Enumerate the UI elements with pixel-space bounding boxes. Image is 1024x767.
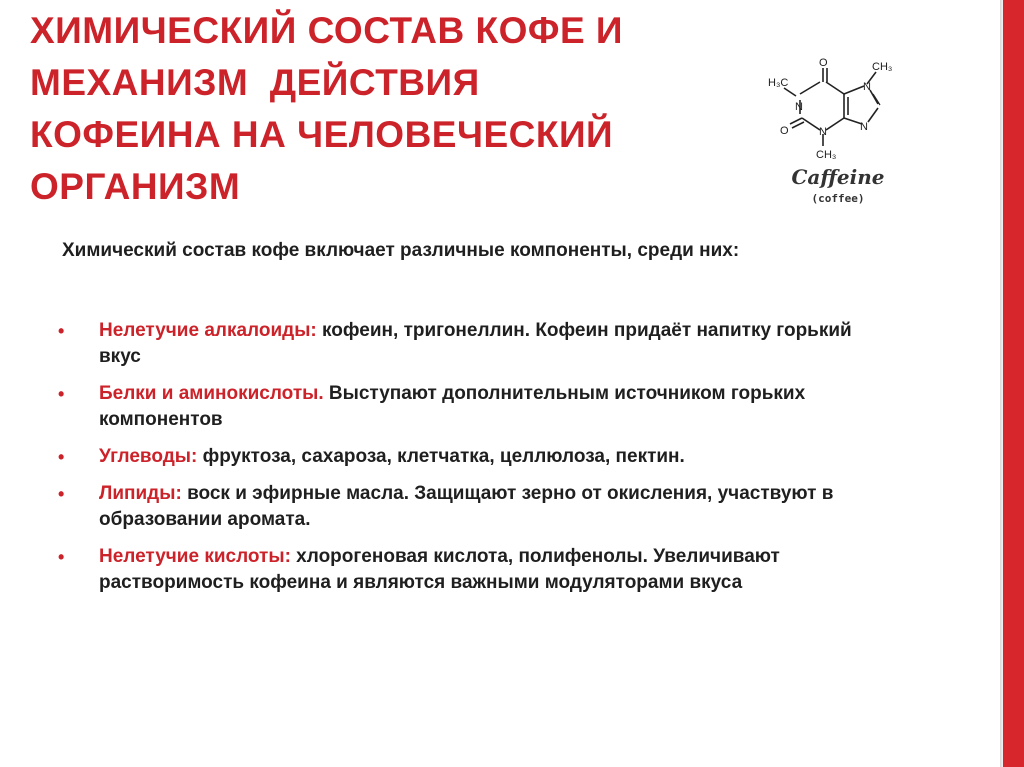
- title-line: ХИМИЧЕСКИЙ СОСТАВ КОФЕ И: [30, 10, 623, 51]
- bullet-text: Выступают дополнительным источником горьких компонентов: [99, 383, 806, 430]
- bullet-marker: •: [58, 547, 65, 567]
- bullet-item: [58, 444, 858, 470]
- bullet-item: [58, 318, 858, 370]
- bullet-item: [58, 481, 858, 533]
- nitrogen-label: N: [819, 126, 827, 138]
- oxygen-left-label: O: [780, 125, 789, 137]
- title-line: КОФЕИНА НА ЧЕЛОВЕЧЕСКИЙ: [30, 114, 614, 155]
- bullet-term: Нелетучие алкалоиды:: [99, 320, 317, 341]
- caffeine-molecule-image: [760, 44, 920, 214]
- intro-text: Химический состав кофе включает различные компоненты, среди них:: [62, 240, 740, 261]
- nitrogen-label: N: [863, 81, 871, 93]
- bullet-text: воск и эфирные масла. Защищают зерно от окисления, участвуют в образовании аромата.: [99, 483, 834, 530]
- nitrogen-label: N: [860, 121, 868, 133]
- bullet-term: Нелетучие кислоты:: [99, 546, 291, 567]
- bullet-list: [58, 318, 858, 607]
- title-line: МЕХАНИЗМ ДЕЙСТВИЯ: [30, 62, 480, 103]
- oxygen-top-label: O: [819, 57, 828, 69]
- bullet-term: Белки и аминокислоты.: [99, 383, 324, 404]
- bullet-marker: •: [58, 384, 65, 404]
- molecule-caption: Caffeine: [791, 165, 885, 189]
- bullet-term: Липиды:: [99, 483, 182, 504]
- bullet-marker: •: [58, 321, 65, 341]
- bullet-item: [58, 544, 858, 596]
- bullet-item: [58, 381, 858, 433]
- bullet-text: хлорогеновая кислота, полифенолы. Увеличивают растворимость кофеина и являются важными модуляторами вкуса: [99, 546, 780, 593]
- bullet-term: Углеводы:: [99, 446, 198, 467]
- methyl-left-label: H₃C: [768, 77, 789, 89]
- molecule-subcaption: (coffee): [811, 192, 865, 205]
- title-line: ОРГАНИЗМ: [30, 166, 241, 207]
- methyl-top-label: CH₃: [872, 61, 893, 73]
- methyl-bottom-label: CH₃: [816, 149, 837, 161]
- bullet-text: кофеин, тригонеллин. Кофеин придаёт напитку горький вкус: [99, 320, 852, 367]
- nitrogen-label: N: [795, 101, 803, 113]
- accent-strip: [1003, 0, 1024, 767]
- slide-title: [30, 5, 730, 213]
- bullet-marker: •: [58, 447, 65, 467]
- bullet-text: фруктоза, сахароза, клетчатка, целлюлоза, пектин.: [197, 446, 685, 467]
- bullet-marker: •: [58, 484, 65, 504]
